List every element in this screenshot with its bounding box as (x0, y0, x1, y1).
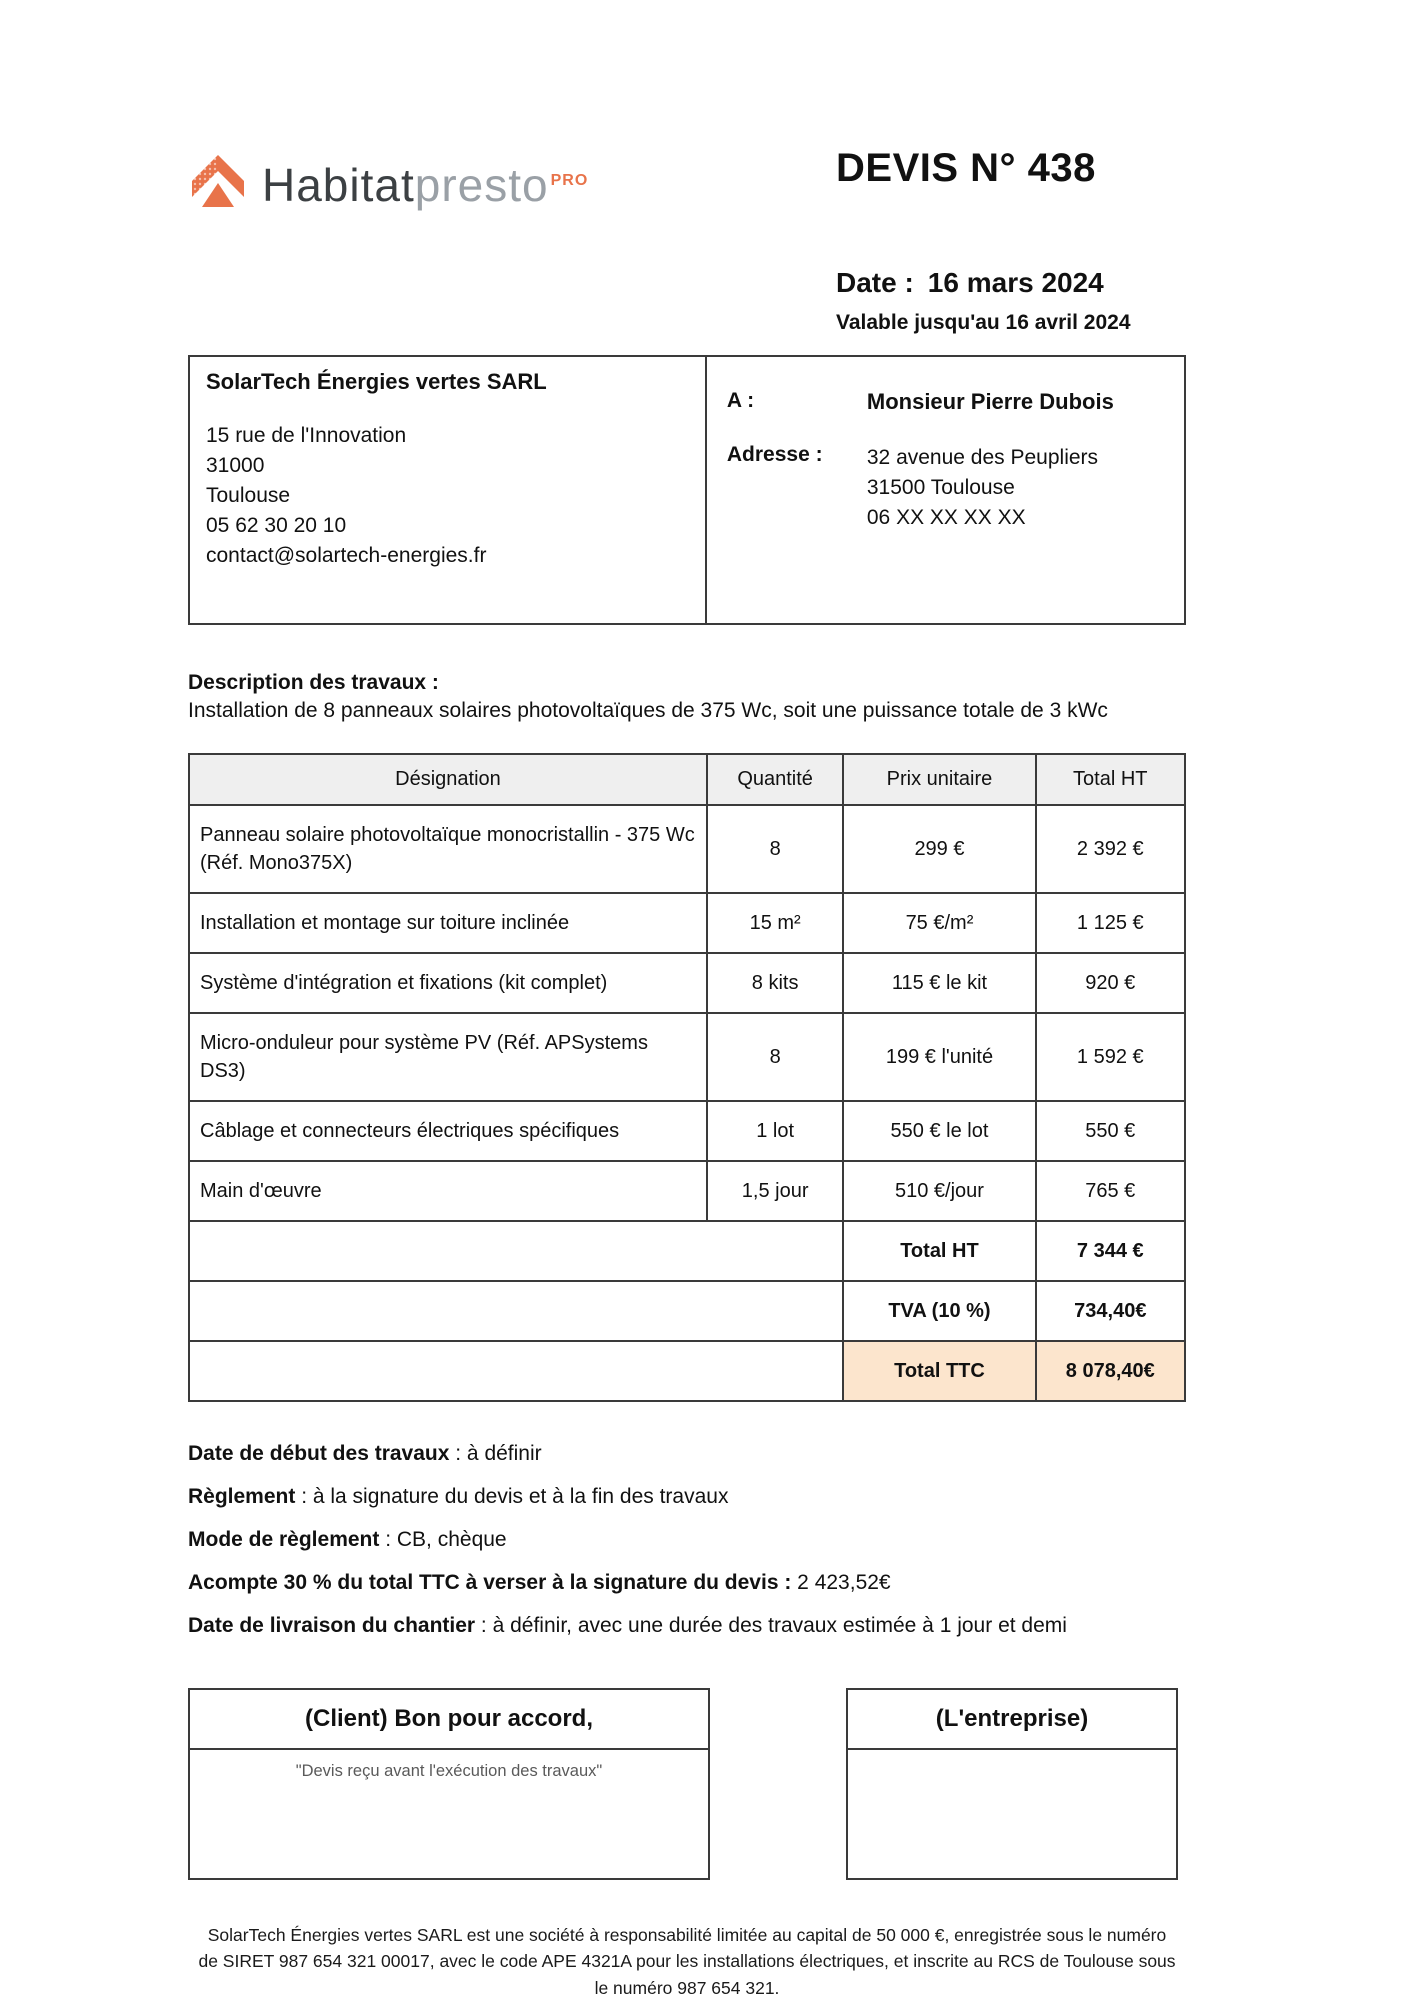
company-panel (190, 357, 707, 623)
terms-label: Mode de règlement (188, 1528, 380, 1551)
table-cell: 199 € l'unité (843, 1013, 1035, 1101)
client-address (867, 443, 1098, 533)
signature-section (188, 1688, 1186, 1880)
terms-label: Acompte 30 % du total TTC à verser à la signature du devis : (188, 1571, 792, 1594)
table-cell: 550 € (1036, 1101, 1185, 1161)
terms-line (188, 1526, 1186, 1554)
table-cell: Micro-onduleur pour système PV (Réf. APSystems DS3) (189, 1013, 707, 1101)
totals-row (189, 1221, 1185, 1281)
client-signature-box[interactable] (188, 1688, 710, 1880)
terms-line (188, 1569, 1186, 1597)
table-row (189, 1013, 1185, 1101)
terms-label: Date de début des travaux (188, 1442, 450, 1465)
company-address-line: contact@solartech-energies.fr (206, 544, 487, 567)
company-address-line: 05 62 30 20 10 (206, 514, 347, 537)
terms-label: Règlement (188, 1485, 296, 1508)
habitatpresto-logo (188, 152, 588, 218)
table-cell: 765 € (1036, 1161, 1185, 1221)
title-block (836, 146, 1186, 335)
document-header (188, 146, 1186, 335)
table-cell: Câblage et connecteurs électriques spécifiques (189, 1101, 707, 1161)
terms-line (188, 1483, 1186, 1511)
table-cell: Main d'œuvre (189, 1161, 707, 1221)
brand-primary: Habitat (262, 159, 415, 211)
company-address (206, 421, 689, 571)
date-label: Date : (836, 267, 914, 298)
column-header: Total HT (1036, 754, 1185, 805)
pro-badge: PRO (550, 171, 589, 189)
items-header-row (189, 754, 1185, 805)
table-cell: 8 (707, 805, 843, 893)
table-cell: Installation et montage sur toiture inclinée (189, 893, 707, 953)
totals-label: Total TTC (843, 1341, 1035, 1401)
address-label: Adresse : (726, 443, 823, 466)
totals-value: 7 344 € (1036, 1221, 1185, 1281)
items-tbody (189, 805, 1185, 1401)
terms-text: : à définir, avec une durée des travaux estimée à 1 jour et demi (475, 1614, 1067, 1637)
description-text: Installation de 8 panneaux solaires photovoltaïques de 375 Wc, soit une puissance totale de 3 kWc (188, 699, 1108, 722)
client-signature-title: (Client) Bon pour accord, (190, 1690, 708, 1750)
client-address-row (727, 443, 1184, 533)
company-address-line: 15 rue de l'Innovation (206, 424, 407, 447)
table-cell: 115 € le kit (843, 953, 1035, 1013)
table-cell: Système d'intégration et fixations (kit complet) (189, 953, 707, 1013)
terms-text: : à la signature du devis et à la fin des travaux (295, 1485, 729, 1508)
table-cell: 1 lot (707, 1101, 843, 1161)
table-row (189, 893, 1185, 953)
column-header: Quantité (707, 754, 843, 805)
legal-footer: SolarTech Énergies vertes SARL est une société à responsabilité limitée au capital de 50 000 €, enregistrée sous le numéro de SIRET 987 654 321 00017, avec le code APE 4321A pour les installations électriques, et inscrite au RCS de Toulouse sous le numéro 987 654 321. (198, 1925, 1176, 1998)
totals-label: Total HT (843, 1221, 1035, 1281)
client-address-line: 06 XX XX XX XX (866, 506, 1026, 529)
company-address-line: 31000 (206, 454, 265, 477)
table-cell: 2 392 € (1036, 805, 1185, 893)
column-header: Prix unitaire (843, 754, 1035, 805)
totals-row (189, 1341, 1185, 1401)
terms-text: : CB, chèque (379, 1528, 507, 1551)
to-label: A : (726, 389, 755, 412)
client-name: Monsieur Pierre Dubois (866, 389, 1114, 414)
totals-spacer (189, 1341, 843, 1401)
table-cell: 510 €/jour (843, 1161, 1035, 1221)
company-name: SolarTech Énergies vertes SARL (206, 369, 547, 394)
items-table (188, 753, 1186, 1402)
client-name-row (727, 389, 1184, 415)
parties-box (188, 355, 1186, 625)
company-signature-area[interactable] (848, 1750, 1176, 1878)
table-cell: 8 kits (707, 953, 843, 1013)
totals-spacer (189, 1221, 843, 1281)
table-cell: Panneau solaire photovoltaïque monocristallin - 375 Wc (Réf. Mono375X) (189, 805, 707, 893)
table-cell: 550 € le lot (843, 1101, 1035, 1161)
totals-value: 8 078,40€ (1036, 1341, 1185, 1401)
table-cell: 299 € (843, 805, 1035, 893)
table-cell: 920 € (1036, 953, 1185, 1013)
terms-line (188, 1612, 1186, 1640)
totals-label: TVA (10 %) (843, 1281, 1035, 1341)
terms-text: : à définir (449, 1442, 542, 1465)
brand-wordmark (262, 158, 588, 212)
totals-row (189, 1281, 1185, 1341)
totals-value: 734,40€ (1036, 1281, 1185, 1341)
table-row (189, 953, 1185, 1013)
company-signature-box[interactable] (846, 1688, 1178, 1880)
totals-spacer (189, 1281, 843, 1341)
table-row (189, 1161, 1185, 1221)
column-header: Désignation (189, 754, 707, 805)
house-arrow-icon (188, 152, 248, 218)
validity-note: Valable jusqu'au 16 avril 2024 (836, 311, 1131, 334)
table-cell: 1,5 jour (707, 1161, 843, 1221)
table-cell: 1 592 € (1036, 1013, 1185, 1101)
table-cell: 1 125 € (1036, 893, 1185, 953)
brand-secondary: presto (414, 159, 549, 211)
terms (188, 1440, 1186, 1640)
table-cell: 8 (707, 1013, 843, 1101)
terms-line (188, 1440, 1186, 1468)
date-value: 16 mars 2024 (927, 267, 1104, 298)
table-cell: 15 m² (707, 893, 843, 953)
table-cell: 75 €/m² (843, 893, 1035, 953)
description-label: Description des travaux : (188, 671, 439, 694)
table-row (189, 1101, 1185, 1161)
devis-number-title: DEVIS N° 438 (836, 146, 1096, 190)
client-panel (707, 357, 1184, 623)
devis-date (836, 267, 1186, 299)
terms-text: 2 423,52€ (791, 1571, 891, 1594)
works-description (188, 671, 1186, 723)
client-signature-area[interactable] (190, 1750, 708, 1878)
client-address-line: 31500 Toulouse (866, 476, 1015, 499)
client-signature-note: "Devis reçu avant l'exécution des travaux" (295, 1762, 603, 1780)
company-address-line: Toulouse (206, 484, 291, 507)
table-row (189, 805, 1185, 893)
terms-label: Date de livraison du chantier (188, 1614, 476, 1637)
client-address-line: 32 avenue des Peupliers (866, 446, 1099, 469)
company-signature-title: (L'entreprise) (848, 1690, 1176, 1750)
